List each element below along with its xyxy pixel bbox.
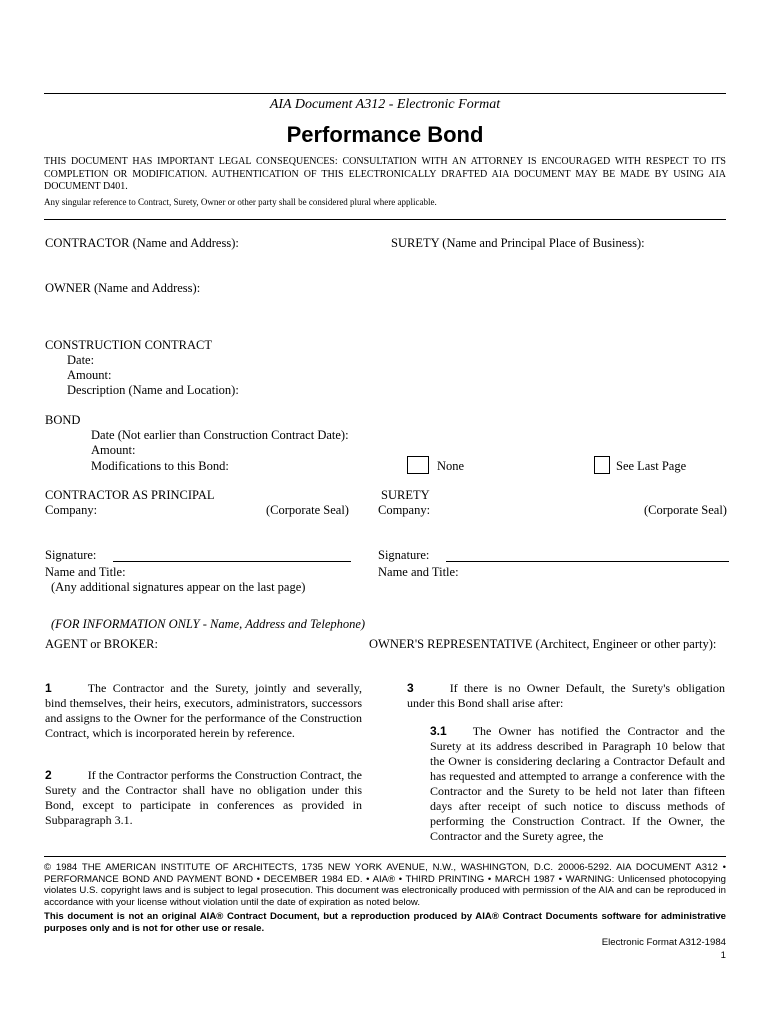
subparagraph-3-1 bbox=[430, 724, 725, 844]
construction-contract-heading: CONSTRUCTION CONTRACT bbox=[45, 338, 213, 352]
surety-label: SURETY (Name and Principal Place of Business): bbox=[391, 236, 645, 250]
surety-company-label: Company: bbox=[378, 503, 431, 517]
electronic-format-label: Electronic Format A312-1984 bbox=[601, 937, 726, 948]
top-rule bbox=[44, 93, 726, 94]
surety-signature-label: Signature: bbox=[378, 548, 430, 562]
subparagraph-3-1-number: 3.1 bbox=[430, 724, 447, 738]
plural-note: Any singular reference to Contract, Surety, Owner or other party shall be considered plural where applicable. bbox=[44, 197, 437, 207]
surety-name-title-label: Name and Title: bbox=[378, 565, 459, 579]
cc-date-label: Date: bbox=[67, 353, 95, 367]
footer-rule bbox=[44, 856, 726, 857]
paragraph-2 bbox=[45, 768, 362, 828]
contractor-principal-heading: CONTRACTOR AS PRINCIPAL bbox=[45, 488, 215, 502]
for-information-note: (FOR INFORMATION ONLY - Name, Address and Telephone) bbox=[51, 617, 366, 631]
paragraph-3-number: 3 bbox=[407, 681, 414, 695]
paragraph-3 bbox=[407, 681, 725, 711]
paragraph-2-text: If the Contractor performs the Construction Contract, the Surety and the Contractor shall have no obligation under this Bond, except to participate in conferences as provided in Subparagraph 3.1. bbox=[45, 768, 362, 827]
contractor-name-title-label: Name and Title: bbox=[45, 565, 126, 579]
subparagraph-3-1-text: The Owner has notified the Contractor and the Surety at its address described in Paragraph 10 below that the Owner is considering declaring a Contractor Default and has requested and attempted to arrange a conference with the Contractor and the Surety to be held not later than fifteen days after receipt of such notice to discuss methods of performing the Construction Contract. If the Owner, the Contractor and the Surety agree, the bbox=[430, 724, 725, 843]
paragraph-3-text: If there is no Owner Default, the Surety's obligation under this Bond shall arise after: bbox=[407, 681, 725, 710]
surety-signature-heading: SURETY bbox=[381, 488, 430, 502]
none-checkbox[interactable] bbox=[407, 456, 429, 474]
contractor-signature-line[interactable] bbox=[113, 561, 351, 562]
surety-corporate-seal: (Corporate Seal) bbox=[644, 503, 727, 517]
bond-date-label: Date (Not earlier than Construction Contract Date): bbox=[91, 428, 349, 442]
surety-signature-line[interactable] bbox=[446, 561, 729, 562]
contractor-company-label: Company: bbox=[45, 503, 98, 517]
paragraph-2-number: 2 bbox=[45, 768, 52, 782]
agent-broker-label: AGENT or BROKER: bbox=[45, 637, 158, 651]
legal-warning: THIS DOCUMENT HAS IMPORTANT LEGAL CONSEQUENCES: CONSULTATION WITH AN ATTORNEY IS ENCOURAGED WITH RESPECT TO ITS COMPLETION OR MODIFICATION. AUTHENTICATION OF THIS ELECTRONICALLY DRAFTED AIA DOCUMENT MAY BE MADE BY USING AIA DOCUMENT D401. bbox=[44, 156, 726, 192]
see-last-page-checkbox[interactable] bbox=[594, 456, 610, 474]
copyright-notice: © 1984 THE AMERICAN INSTITUTE OF ARCHITECTS, 1735 NEW YORK AVENUE, N.W., WASHINGTON, D.C. 20006-5292. AIA DOCUMENT A312 • PERFORMANCE BOND AND PAYMENT BOND • DECEMBER 1984 ED. • AIA® • THIRD PRINTING • MARCH 1987 • WARNING: Unlicensed photocopying violates U.S. copyright laws and is subject to legal prosecution. This document was electronically produced with permission of the AIA and can be reproduced in accordance with your license without violation until the date of expiration as noted below. bbox=[44, 862, 726, 908]
page-number: 1 bbox=[720, 950, 726, 961]
additional-signatures-note: (Any additional signatures appear on the last page) bbox=[51, 580, 306, 594]
contractor-corporate-seal: (Corporate Seal) bbox=[266, 503, 349, 517]
bond-amount-label: Amount: bbox=[91, 443, 136, 457]
reproduction-notice: This document is not an original AIA® Contract Document, but a reproduction produced by AIA® Contract Documents software for administrative purposes only and is not for other use or resale. bbox=[44, 911, 726, 934]
none-checkbox-label: None bbox=[437, 459, 465, 473]
owners-representative-label: OWNER'S REPRESENTATIVE (Architect, Engineer or other party): bbox=[369, 637, 717, 651]
page-title: Performance Bond bbox=[286, 122, 484, 147]
owner-label: OWNER (Name and Address): bbox=[45, 281, 201, 295]
bond-heading: BOND bbox=[45, 413, 81, 427]
contractor-label: CONTRACTOR (Name and Address): bbox=[45, 236, 239, 250]
header-rule bbox=[44, 219, 726, 220]
paragraph-1 bbox=[45, 681, 362, 741]
contractor-signature-label: Signature: bbox=[45, 548, 97, 562]
see-last-page-label: See Last Page bbox=[616, 459, 687, 473]
cc-amount-label: Amount: bbox=[67, 368, 112, 382]
cc-description-label: Description (Name and Location): bbox=[67, 383, 239, 397]
bond-modifications-label: Modifications to this Bond: bbox=[91, 459, 229, 473]
paragraph-1-text: The Contractor and the Surety, jointly and severally, bind themselves, their heirs, executors, administrators, successors and assigns to the Owner for the performance of the Construction Contract, which is incorporated herein by reference. bbox=[45, 681, 362, 740]
paragraph-1-number: 1 bbox=[45, 681, 52, 695]
document-line: AIA Document A312 - Electronic Format bbox=[269, 97, 501, 112]
